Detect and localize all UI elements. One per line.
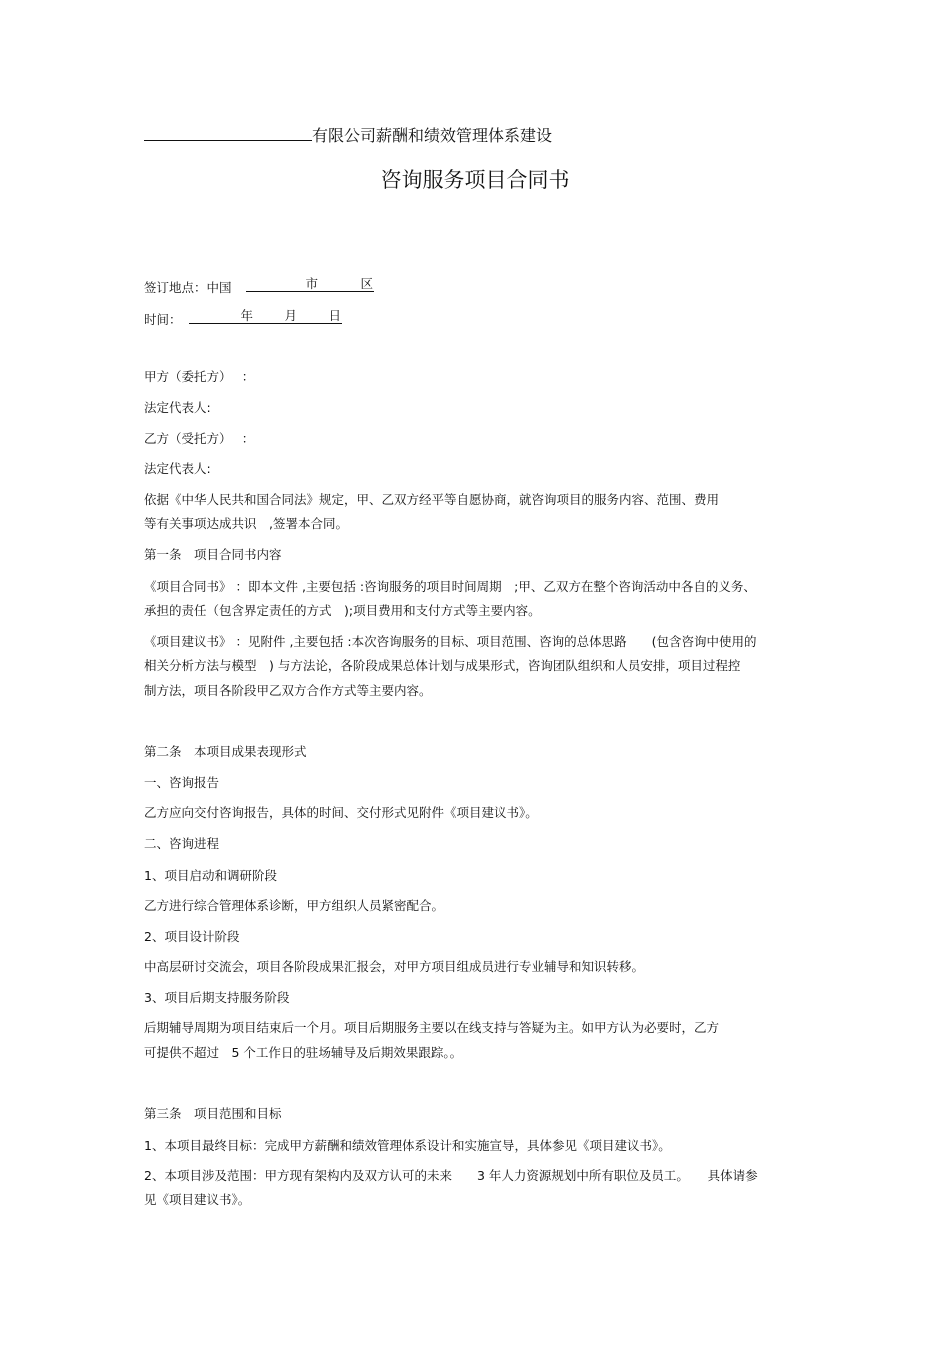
signing-place-label: 签订地点：中国 (144, 280, 232, 295)
stage3-text-line: 后期辅导周期为项目结束后一个月。项目后期服务主要以在线支持与答疑为主。如甲方认为必要时，乙方 (144, 1020, 720, 1035)
district-label: 区 (360, 276, 374, 291)
article2-title: 第二条 本项目成果表现形式 (144, 744, 307, 759)
party-a-representative: 法定代表人: (144, 400, 211, 415)
title-line1-text: 有限公司薪酬和绩效管理体系建设 (312, 126, 553, 145)
signing-place-blank (246, 277, 374, 292)
article3-item2-line: 2、本项目涉及范围：甲方现有架构内及双方认可的未来 3 年人力资源规划中所有职位及员工。 具体请参 (144, 1168, 758, 1183)
stage3-title: 3、项目后期支持服务阶段 (144, 990, 290, 1005)
document-title-line1 (144, 125, 552, 147)
article3-item1: 1、本项目最终目标：完成甲方薪酬和绩效管理体系设计和实施宣导，具体参见《项目建议书》。 (144, 1138, 671, 1153)
intro-line: 依据《中华人民共和国合同法》规定，甲、乙双方经平等自愿协商，就咨询项目的服务内容、范围、费用 (144, 492, 720, 507)
party-a: 甲方（委托方） ： (144, 369, 255, 384)
month-label: 月 (284, 308, 298, 323)
stage2-text: 中高层研讨交流会，项目各阶段成果汇报会，对甲方项目组成员进行专业辅导和知识转移。 (144, 959, 645, 974)
day-label: 日 (328, 308, 342, 323)
stage1-title: 1、项目启动和调研阶段 (144, 868, 277, 883)
stage1-text: 乙方进行综合管理体系诊断，甲方组织人员紧密配合。 (144, 898, 445, 913)
signing-date-blank (189, 309, 342, 324)
article3-item2-line: 见《项目建议书》。 (144, 1192, 251, 1207)
section-consulting-report: 一、咨询报告 (144, 775, 220, 790)
article1-p2-line: 相关分析方法与模型 ) 与方法论，各阶段成果总体计划与成果形式，咨询团队组织和人员安排，项目过程控 (144, 658, 741, 673)
article1-p2-line: 制方法，项目各阶段甲乙双方合作方式等主要内容。 (144, 683, 432, 698)
city-label: 市 (305, 276, 319, 291)
article1-title: 第一条 项目合同书内容 (144, 547, 282, 562)
signing-time-label: 时间： (144, 312, 182, 327)
article1-p2-line: 《项目建议书》 ：见附件 ,主要包括 :本次咨询服务的目标、项目范围、咨询的总体思路 (包含咨询中使用的 (144, 634, 757, 649)
party-b-representative: 法定代表人: (144, 461, 211, 476)
document-title-line2: 咨询服务项目合同书 (380, 168, 570, 192)
signing-time (144, 309, 342, 328)
article1-p1-line: 承担的责任（包含界定责任的方式 );项目费用和支付方式等主要内容。 (144, 603, 541, 618)
stage2-title: 2、项目设计阶段 (144, 929, 240, 944)
section-consulting-progress: 二、咨询进程 (144, 836, 220, 851)
party-b: 乙方（受托方） ： (144, 431, 255, 446)
year-label: 年 (240, 308, 254, 323)
article3-title: 第三条 项目范围和目标 (144, 1106, 282, 1121)
company-name-blank (144, 126, 312, 141)
article1-p1-line: 《项目合同书》 ：即本文件 ,主要包括 :咨询服务的项目时间周期 ;甲、乙双方在整个咨询活动中各自的义务、 (144, 579, 756, 594)
stage3-text-line: 可提供不超过 5 个工作日的驻场辅导及后期效果跟踪。。 (144, 1045, 463, 1060)
intro-line: 等有关事项达成共识 ,签署本合同。 (144, 516, 348, 531)
consulting-report-text: 乙方应向交付咨询报告，具体的时间、交付形式见附件《项目建议书》。 (144, 805, 538, 820)
signing-place (144, 277, 374, 296)
